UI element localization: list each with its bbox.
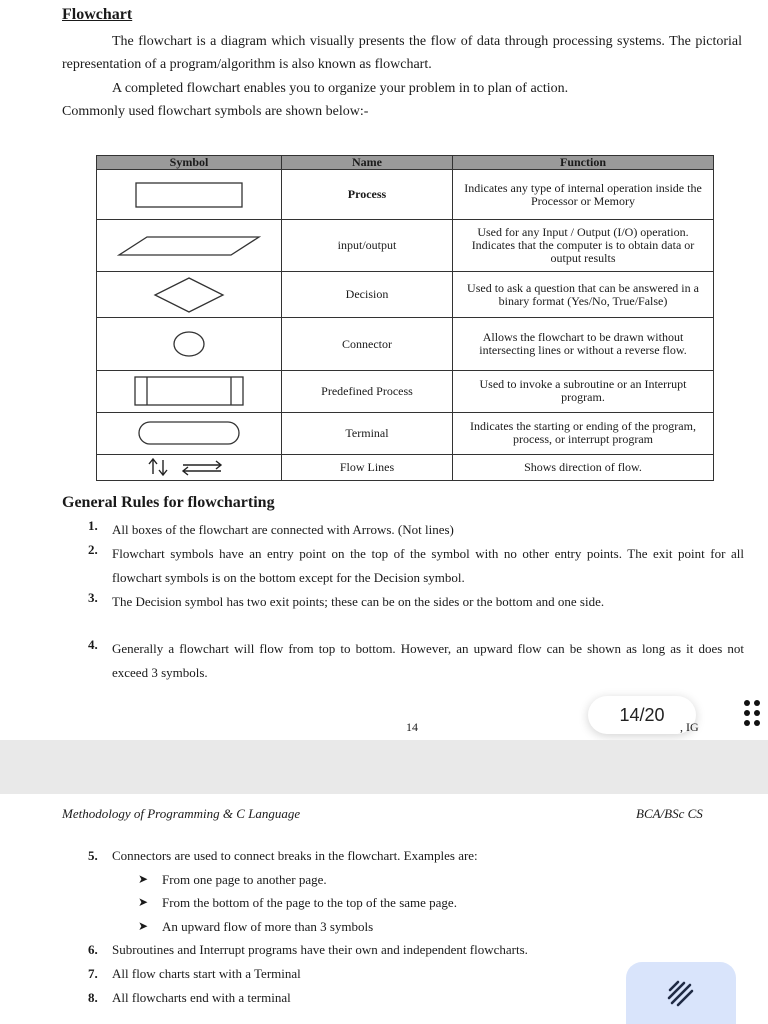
rule-text: Subroutines and Interrupt programs have their own and independent flowcharts. [112,942,528,957]
flowchart-symbols-table [96,155,714,481]
symbol-name: Flow Lines [282,454,453,480]
circle-symbol-icon [97,318,282,370]
rule-number: 3. [88,590,98,605]
symbol-function: Used to ask a question that can be answered in a binary format (Yes/No, True/False) [453,272,714,318]
table-row [97,454,714,480]
column-header-function: Function [453,156,714,170]
symbol-name: Process [282,170,453,220]
rule-number: 1. [88,518,98,533]
rule-number: 6. [88,942,98,957]
parallelogram-symbol-icon [97,220,282,272]
table-header-row [97,156,714,170]
column-header-name: Name [282,156,453,170]
page-counter-pill[interactable]: 14/20 [588,696,696,734]
table-row [97,370,714,412]
table-row [97,272,714,318]
rule-text: Generally a flowchart will flow from top to bottom. However, an upward flow can be shown as long as it does not exceed 3 symbols. [112,641,744,680]
bullet-text: An upward flow of more than 3 symbols [162,919,374,934]
table-row [97,318,714,370]
rule-text: All flowcharts end with a terminal [112,990,291,1005]
rule-number: 4. [88,637,98,652]
rule-text: All flow charts start with a Terminal [112,966,301,981]
running-header-left: Methodology of Programming & C Language [62,806,301,821]
rule-number: 7. [88,966,98,981]
terminal-symbol-icon [97,412,282,454]
symbol-function: Used to invoke a subroutine or an Interrupt program. [453,370,714,412]
predefined-process-symbol-icon [97,370,282,412]
symbol-name: input/output [282,220,453,272]
edit-scribble-icon [664,978,698,1008]
page-gap [0,740,768,794]
symbol-function: Allows the flowchart to be drawn without intersecting lines or without a reverse flow. [453,318,714,370]
symbol-function: Shows direction of flow. [453,454,714,480]
symbol-function: Used for any Input / Output (I/O) operation. Indicates that the computer is to obtain data or output results [453,220,714,272]
bullet-text: From the bottom of the page to the top of the same page. [162,895,457,910]
arrowhead-bullet-icon: ➤ [138,895,149,909]
symbol-name: Terminal [282,412,453,454]
rule-text: Connectors are used to connect breaks in the flowchart. Examples are: [112,848,478,863]
intro-paragraph-3: Commonly used flowchart symbols are shown below:- [62,104,369,119]
symbol-function: Indicates any type of internal operation inside the Processor or Memory [453,170,714,220]
column-header-symbol: Symbol [97,156,282,170]
diamond-symbol-icon [97,272,282,318]
arrowhead-bullet-icon: ➤ [138,872,149,886]
flow-lines-arrows-icon [97,454,282,480]
rule-number: 8. [88,990,98,1005]
intro-paragraph-2: A completed flowchart enables you to organize your problem in to plan of action. [112,81,569,96]
rule-text: All boxes of the flowchart are connected with Arrows. (Not lines) [112,522,454,537]
section-title: Flowchart [62,6,133,23]
symbol-name: Decision [282,272,453,318]
rule-number: 5. [88,848,98,863]
running-header-right: BCA/BSc CS [636,806,703,821]
intro-paragraph-1: The flowchart is a diagram which visually presents the flow of data through processing systems. The pictorial representation of a program/algorithm is also known as flowchart. [62,34,742,72]
partial-overlay-text: , IG [680,720,699,734]
rule-text: Flowchart symbols have an entry point on the top of the symbol with no other entry points. The exit point for all flowchart symbols is on the bottom except for the Decision symbol. [112,546,744,585]
edit-fab-button[interactable] [626,962,736,1024]
table-row [97,170,714,220]
rule-text: The Decision symbol has two exit points; these can be on the sides or the bottom and one side. [112,594,605,609]
rules-heading: General Rules for flowcharting [62,494,275,511]
symbol-function: Indicates the starting or ending of the program, process, or interrupt program [453,412,714,454]
table-row [97,220,714,272]
symbol-name: Connector [282,318,453,370]
arrowhead-bullet-icon: ➤ [138,919,149,933]
more-dots-icon[interactable] [744,700,764,726]
bullet-text: From one page to another page. [162,872,327,887]
page-number: 14 [406,720,418,734]
symbol-name: Predefined Process [282,370,453,412]
rule-number: 2. [88,542,98,557]
table-row [97,412,714,454]
process-symbol-icon [97,170,282,220]
